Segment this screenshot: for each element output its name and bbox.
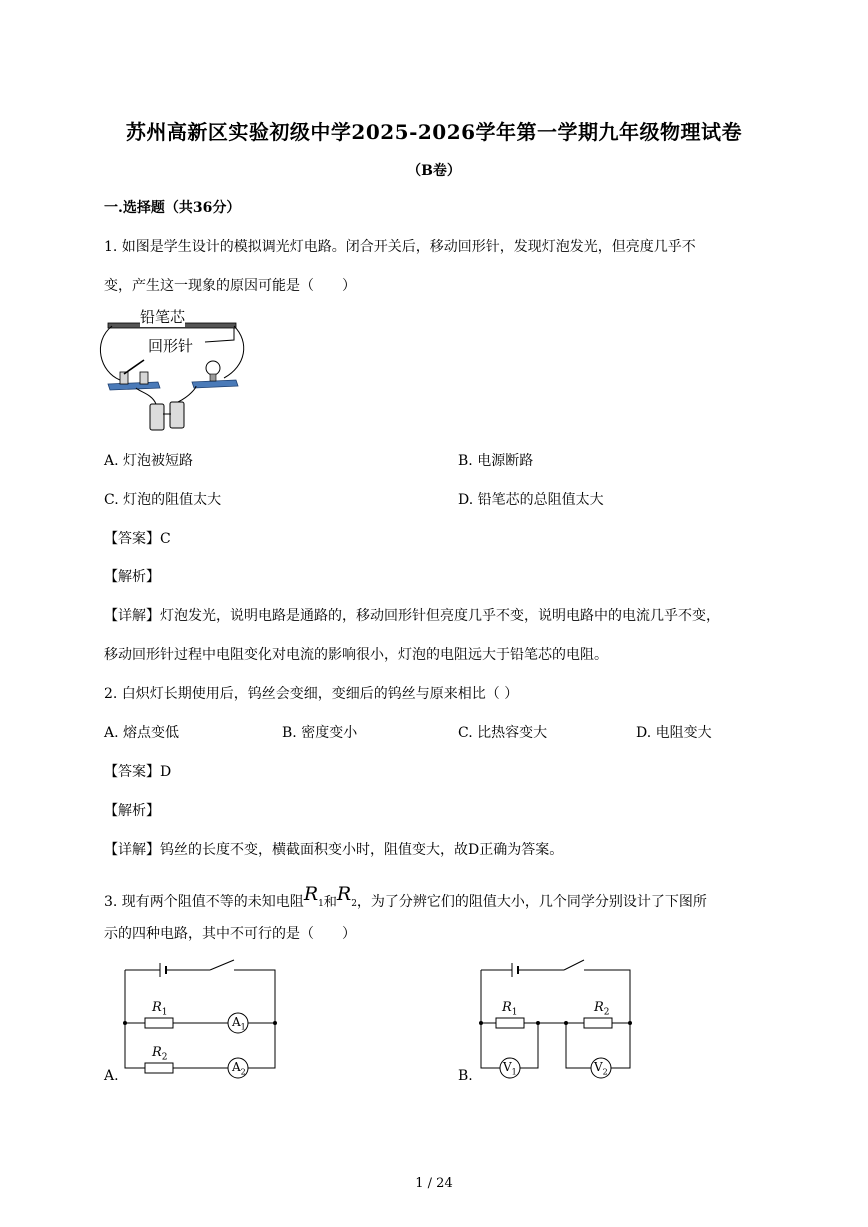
- q3-r1-symbol: R: [303, 883, 319, 905]
- q3a-r2-label: $R_2$: [152, 1045, 168, 1063]
- q1-label-clip: 回形针: [148, 337, 194, 355]
- q2-stem: 2. 白炽灯长期使用后，钨丝会变细，变细后的钨丝与原来相比（ ）: [104, 686, 519, 702]
- q1-analysis: 【解析】: [104, 569, 160, 585]
- q3a-ammeter-1: $A_1$: [232, 1015, 246, 1032]
- section-heading: 一.选择题（共36分）: [104, 200, 241, 216]
- q1-detail-line1: 【详解】灯泡发光，说明电路是通路的，移动回形针但亮度几乎不变，说明电路中的电流几乎不变，: [104, 608, 720, 624]
- q3-r2-symbol: R: [336, 883, 352, 905]
- page-number: 1 / 24: [415, 1176, 453, 1191]
- q1-stem-line1: 1. 如图是学生设计的模拟调光灯电路。闭合开关后，移动回形针，发现灯泡发光，但亮度几乎不: [104, 239, 696, 255]
- q1-stem-line2: 变，产生这一现象的原因可能是（ ）: [104, 278, 356, 294]
- q3-stem-line2: 示的四种电路，其中不可行的是（ ）: [104, 926, 356, 942]
- q3a-r1-label: $R_1$: [152, 1000, 168, 1018]
- q3-r1-subscript: 1: [318, 898, 324, 909]
- q1-answer: 【答案】C: [104, 531, 171, 547]
- q3-stem-line1: [104, 883, 707, 918]
- q3-and: 和: [323, 895, 337, 910]
- q1-option-d: D. 铅笔芯的总阻值太大: [458, 492, 604, 508]
- q2-option-c: C. 比热容变大: [458, 725, 548, 741]
- q3b-r1-label: $R_1$: [502, 1000, 518, 1018]
- q3-r2-subscript: 2: [351, 898, 357, 909]
- q3-circuit-b: [476, 960, 636, 1075]
- q3-circuit-a: [120, 960, 285, 1075]
- q3-option-b-label: B.: [458, 1068, 473, 1084]
- q3-option-a-label: A.: [104, 1068, 119, 1084]
- q2-option-a: A. 熔点变低: [104, 725, 180, 741]
- q1-option-a: A. 灯泡被短路: [104, 453, 194, 469]
- q3-stem-post: ，为了分辨它们的阻值大小，几个同学分别设计了下图所: [356, 894, 707, 910]
- paper-version: （B卷）: [407, 163, 461, 179]
- q2-analysis: 【解析】: [104, 803, 160, 819]
- q2-option-b: B. 密度变小: [282, 725, 358, 741]
- q1-detail-line2: 移动回形针过程中电阻变化对电流的影响很小，灯泡的电阻远大于铅笔芯的电阻。: [104, 647, 608, 663]
- q2-answer: 【答案】D: [104, 764, 172, 780]
- page-title: 苏州高新区实验初级中学2025-2026学年第一学期九年级物理试卷: [125, 120, 743, 144]
- q1-option-b: B. 电源断路: [458, 453, 534, 469]
- q3a-ammeter-2: $A_2$: [232, 1060, 246, 1077]
- q2-option-d: D. 电阻变大: [636, 725, 712, 741]
- q1-label-pencil: 铅笔芯: [140, 308, 186, 326]
- q1-option-c: C. 灯泡的阻值太大: [104, 492, 222, 508]
- q3b-voltmeter-1: $V_1$: [503, 1060, 517, 1077]
- q3b-voltmeter-2: $V_2$: [594, 1060, 608, 1077]
- q2-detail: 【详解】钨丝的长度不变，横截面积变小时，阻值变大，故D正确为答案。: [104, 842, 564, 858]
- q3-stem-pre: 3. 现有两个阻值不等的未知电阻: [104, 894, 304, 910]
- q3b-r2-label: $R_2$: [594, 1000, 610, 1018]
